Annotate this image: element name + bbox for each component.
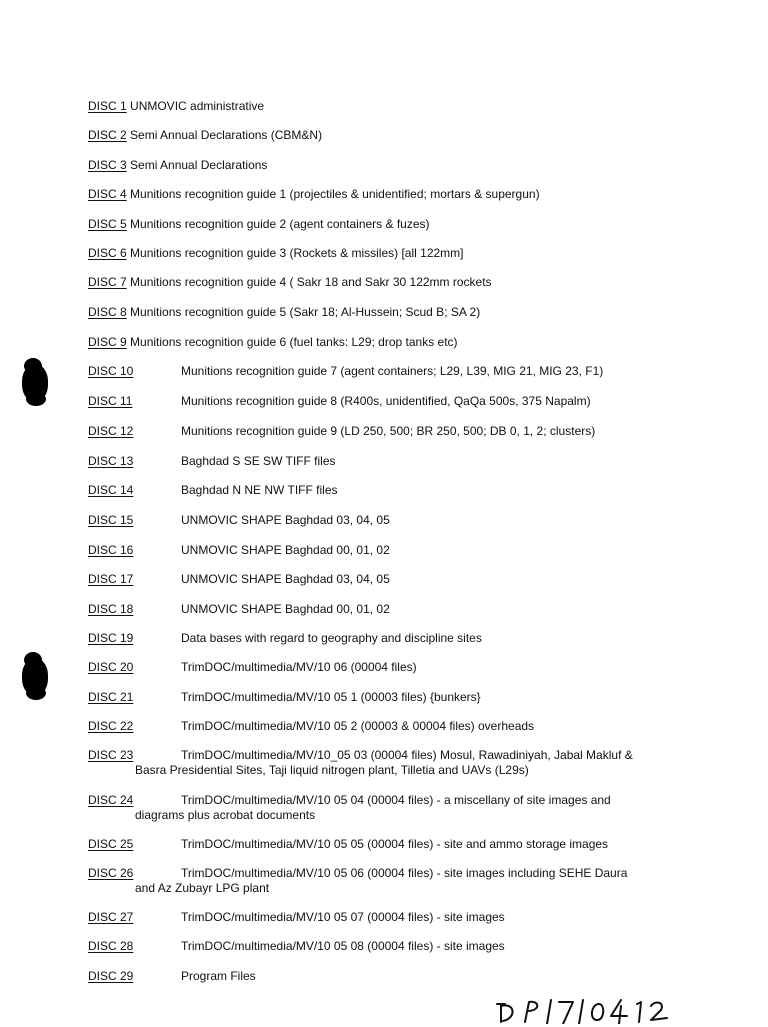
disc-entry bbox=[88, 364, 678, 379]
disc-description: Semi Annual Declarations bbox=[126, 158, 268, 172]
hole-punch-mark bbox=[22, 658, 48, 696]
disc-label: DISC 16 bbox=[88, 543, 134, 557]
disc-label: DISC 23 bbox=[88, 748, 134, 762]
disc-entry bbox=[88, 939, 678, 954]
disc-entry bbox=[88, 793, 678, 823]
disc-entry bbox=[88, 128, 678, 143]
disc-entry bbox=[88, 483, 678, 498]
disc-entry bbox=[88, 99, 678, 114]
disc-description: TrimDOC/multimedia/MV/10 05 08 (00004 files) - site images bbox=[181, 939, 505, 953]
disc-entry bbox=[88, 187, 678, 202]
disc-label: DISC 26 bbox=[88, 866, 134, 880]
disc-label: DISC 20 bbox=[88, 660, 134, 674]
disc-entry bbox=[88, 305, 678, 320]
disc-description: Munitions recognition guide 7 (agent containers; L29, L39, MIG 21, MIG 23, F1) bbox=[181, 364, 604, 378]
disc-label: DISC 7 bbox=[88, 275, 127, 289]
disc-entry bbox=[88, 335, 678, 350]
disc-description: Munitions recognition guide 3 (Rockets & missiles) [all 122mm] bbox=[126, 246, 464, 260]
disc-label: DISC 2 bbox=[88, 128, 127, 142]
disc-entry bbox=[88, 513, 678, 528]
disc-description-continued: diagrams plus acrobat documents bbox=[135, 808, 316, 822]
disc-description: UNMOVIC SHAPE Baghdad 00, 01, 02 bbox=[181, 602, 390, 616]
disc-label: DISC 18 bbox=[88, 602, 134, 616]
disc-label: DISC 29 bbox=[88, 969, 134, 983]
disc-description: TrimDOC/multimedia/MV/10 06 (00004 files) bbox=[181, 660, 417, 674]
handwritten-reference-stamp bbox=[495, 996, 705, 1024]
disc-label: DISC 5 bbox=[88, 217, 127, 231]
disc-entry bbox=[88, 866, 678, 896]
disc-label: DISC 15 bbox=[88, 513, 134, 527]
disc-label: DISC 4 bbox=[88, 187, 127, 201]
disc-label: DISC 6 bbox=[88, 246, 127, 260]
disc-label: DISC 3 bbox=[88, 158, 127, 172]
disc-description-continued: Basra Presidential Sites, Taji liquid nitrogen plant, Tilletia and UAVs (L29s) bbox=[135, 763, 529, 777]
disc-description: TrimDOC/multimedia/MV/10 05 04 (00004 files) - a miscellany of site images and bbox=[181, 793, 611, 807]
disc-entry bbox=[88, 748, 678, 778]
disc-label: DISC 11 bbox=[88, 394, 133, 408]
disc-description: Munitions recognition guide 6 (fuel tanks: L29; drop tanks etc) bbox=[126, 335, 458, 349]
disc-entry bbox=[88, 602, 678, 617]
disc-description: Munitions recognition guide 1 (projectiles & unidentified; mortars & supergun) bbox=[126, 187, 540, 201]
disc-description: TrimDOC/multimedia/MV/10 05 07 (00004 files) - site images bbox=[181, 910, 505, 924]
disc-label: DISC 22 bbox=[88, 719, 134, 733]
disc-entry bbox=[88, 631, 678, 646]
disc-entry bbox=[88, 837, 678, 852]
disc-entry bbox=[88, 158, 678, 173]
disc-description: Semi Annual Declarations (CBM&N) bbox=[126, 128, 323, 142]
disc-description: Munitions recognition guide 9 (LD 250, 500; BR 250, 500; DB 0, 1, 2; clusters) bbox=[181, 424, 596, 438]
disc-label: DISC 1 bbox=[88, 99, 127, 113]
disc-description: UNMOVIC administrative bbox=[126, 99, 265, 113]
disc-description: UNMOVIC SHAPE Baghdad 00, 01, 02 bbox=[181, 543, 390, 557]
disc-label: DISC 10 bbox=[88, 364, 134, 378]
disc-entry bbox=[88, 969, 678, 984]
disc-description-continued: and Az Zubayr LPG plant bbox=[135, 881, 270, 895]
disc-description: Baghdad N NE NW TIFF files bbox=[181, 483, 338, 497]
disc-description: TrimDOC/multimedia/MV/10 05 05 (00004 files) - site and ammo storage images bbox=[181, 837, 609, 851]
disc-label: DISC 14 bbox=[88, 483, 134, 497]
disc-description: UNMOVIC SHAPE Baghdad 03, 04, 05 bbox=[181, 572, 390, 586]
disc-entry bbox=[88, 454, 678, 469]
disc-description: Munitions recognition guide 5 (Sakr 18; Al-Hussein; Scud B; SA 2) bbox=[126, 305, 481, 319]
disc-description: Program Files bbox=[181, 969, 256, 983]
disc-entry bbox=[88, 394, 678, 409]
disc-entry bbox=[88, 572, 678, 587]
disc-description: Munitions recognition guide 8 (R400s, unidentified, QaQa 500s, 375 Napalm) bbox=[181, 394, 591, 408]
disc-description: Munitions recognition guide 4 ( Sakr 18 and Sakr 30 122mm rockets bbox=[126, 275, 492, 289]
disc-entry bbox=[88, 690, 678, 705]
disc-description: TrimDOC/multimedia/MV/10_05 03 (00004 files) Mosul, Rawadiniyah, Jabal Makluf & bbox=[181, 748, 633, 762]
disc-description: Munitions recognition guide 2 (agent containers & fuzes) bbox=[126, 217, 430, 231]
disc-entry bbox=[88, 543, 678, 558]
disc-label: DISC 19 bbox=[88, 631, 134, 645]
disc-description: TrimDOC/multimedia/MV/10 05 1 (00003 files) {bunkers} bbox=[181, 690, 481, 704]
disc-label: DISC 24 bbox=[88, 793, 134, 807]
disc-label: DISC 9 bbox=[88, 335, 127, 349]
disc-entry bbox=[88, 217, 678, 232]
disc-entry bbox=[88, 424, 678, 439]
disc-entry bbox=[88, 910, 678, 925]
disc-entry bbox=[88, 660, 678, 675]
hole-punch-mark bbox=[22, 364, 48, 402]
disc-label: DISC 13 bbox=[88, 454, 134, 468]
disc-entry bbox=[88, 275, 678, 290]
disc-description: TrimDOC/multimedia/MV/10 05 06 (00004 files) - site images including SEHE Daura bbox=[181, 866, 628, 880]
disc-label: DISC 17 bbox=[88, 572, 134, 586]
disc-label: DISC 8 bbox=[88, 305, 127, 319]
handwritten-reference-drawing bbox=[495, 996, 705, 1024]
disc-entry bbox=[88, 246, 678, 261]
disc-label: DISC 28 bbox=[88, 939, 134, 953]
disc-entry bbox=[88, 719, 678, 734]
disc-label: DISC 21 bbox=[88, 690, 134, 704]
disc-label: DISC 25 bbox=[88, 837, 134, 851]
disc-description: Baghdad S SE SW TIFF files bbox=[181, 454, 336, 468]
disc-description: TrimDOC/multimedia/MV/10 05 2 (00003 & 00004 files) overheads bbox=[181, 719, 535, 733]
disc-label: DISC 27 bbox=[88, 910, 134, 924]
disc-description: Data bases with regard to geography and discipline sites bbox=[181, 631, 482, 645]
disc-description: UNMOVIC SHAPE Baghdad 03, 04, 05 bbox=[181, 513, 390, 527]
disc-label: DISC 12 bbox=[88, 424, 134, 438]
